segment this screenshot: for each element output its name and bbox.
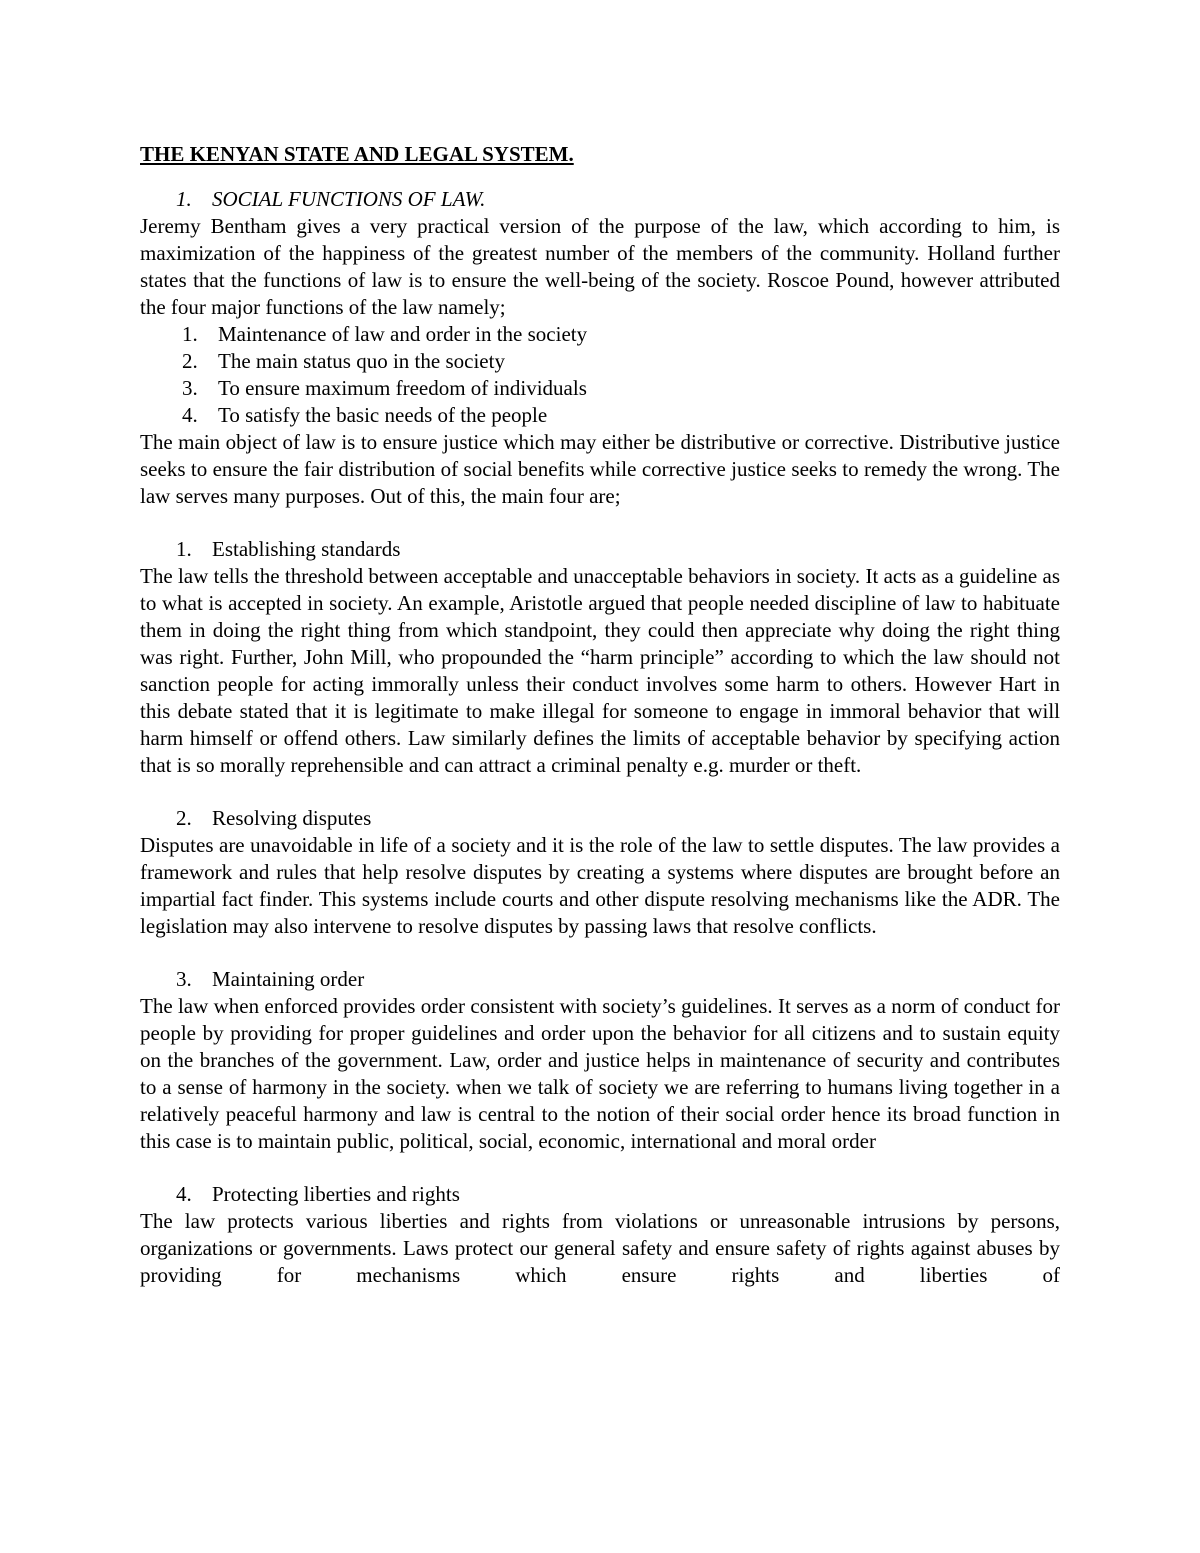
purpose-title: Maintaining order: [212, 967, 365, 991]
list-item: [140, 321, 1060, 348]
list-item-text: To satisfy the basic needs of the people: [218, 403, 548, 427]
purpose-paragraph: The law protects various liberties and rights from violations or unreasonable intrusions by persons, organizations or governments. Laws protect our general safety and ensure safety of rights against abuses by providing for mechanisms which ensure rights and liberties of: [140, 1209, 1060, 1287]
spacer: [140, 779, 1060, 805]
list-item-number: 3.: [182, 376, 198, 400]
intro-paragraph: Jeremy Bentham gives a very practical version of the purpose of the law, which according to him, is maximization of the happiness of the greatest number of the members of the community. Holland further states that the functions of law is to ensure the well-being of the society. Roscoe Pound, however attributed the four major functions of the law namely;: [140, 214, 1060, 319]
purpose-number: 1.: [176, 537, 192, 561]
justice-paragraph: The main object of law is to ensure justice which may either be distributive or corrective. Distributive justice seeks to ensure the fair distribution of social benefits while corrective justice seeks to remedy the wrong. The law serves many purposes. Out of this, the main four are;: [140, 430, 1060, 508]
list-item: [140, 348, 1060, 375]
pound-functions-list: [140, 321, 1060, 429]
purpose-heading: [140, 966, 1060, 993]
section-number: 1.: [176, 187, 192, 211]
list-item-number: 1.: [182, 322, 198, 346]
purpose-paragraph: Disputes are unavoidable in life of a society and it is the role of the law to settle disputes. The law provides a framework and rules that help resolve disputes by creating a systems where disputes are brought before an impartial fact finder. This systems include courts and other dispute resolving mechanisms like the ADR. The legislation may also intervene to resolve disputes by passing laws that resolve conflicts.: [140, 833, 1060, 938]
document-body: [140, 141, 1060, 1289]
list-item: [140, 402, 1060, 429]
purpose-title: Protecting liberties and rights: [212, 1182, 460, 1206]
purpose-title: Establishing standards: [212, 537, 401, 561]
purpose-heading: [140, 805, 1060, 832]
list-item-number: 4.: [182, 403, 198, 427]
purpose-paragraph: The law when enforced provides order consistent with society’s guidelines. It serves as a norm of conduct for people by providing for proper guidelines and order upon the behavior for all citizens and to sustain equity on the branches of the government. Law, order and justice helps in maintenance of security and contributes to a sense of harmony in the society. when we talk of society we are referring to humans living together in a relatively peaceful harmony and law is central to the notion of their social order hence its broad function in this case is to maintain public, political, social, economic, international and moral order: [140, 994, 1060, 1153]
spacer: [140, 510, 1060, 536]
list-item-text: Maintenance of law and order in the society: [218, 322, 588, 346]
list-item-text: To ensure maximum freedom of individuals: [218, 376, 587, 400]
purpose-number: 4.: [176, 1182, 192, 1206]
list-item: [140, 375, 1060, 402]
list-item-number: 2.: [182, 349, 198, 373]
purpose-number: 2.: [176, 806, 192, 830]
spacer: [140, 940, 1060, 966]
purpose-paragraph: The law tells the threshold between acceptable and unacceptable behaviors in society. It acts as a guideline as to what is accepted in society. An example, Aristotle argued that people needed discipline of law to habituate them in doing the right thing from which standpoint, they could then appreciate why doing the right thing was right. Further, John Mill, who propounded the “harm principle” according to which the law should not sanction people for acting immorally unless their conduct involves some harm to others. However Hart in this debate stated that it is legitimate to make illegal for someone to engage in immoral behavior that will harm himself or offend others. Law similarly defines the limits of acceptable behavior by specifying action that is so morally reprehensible and can attract a criminal penalty e.g. murder or theft.: [140, 564, 1060, 777]
purpose-heading: [140, 536, 1060, 563]
document-title: THE KENYAN STATE AND LEGAL SYSTEM.: [140, 142, 574, 166]
section-title: SOCIAL FUNCTIONS OF LAW.: [212, 187, 486, 211]
purpose-number: 3.: [176, 967, 192, 991]
section-heading: [140, 186, 1060, 213]
purpose-heading: [140, 1181, 1060, 1208]
spacer: [140, 1155, 1060, 1181]
purpose-title: Resolving disputes: [212, 806, 372, 830]
list-item-text: The main status quo in the society: [218, 349, 505, 373]
